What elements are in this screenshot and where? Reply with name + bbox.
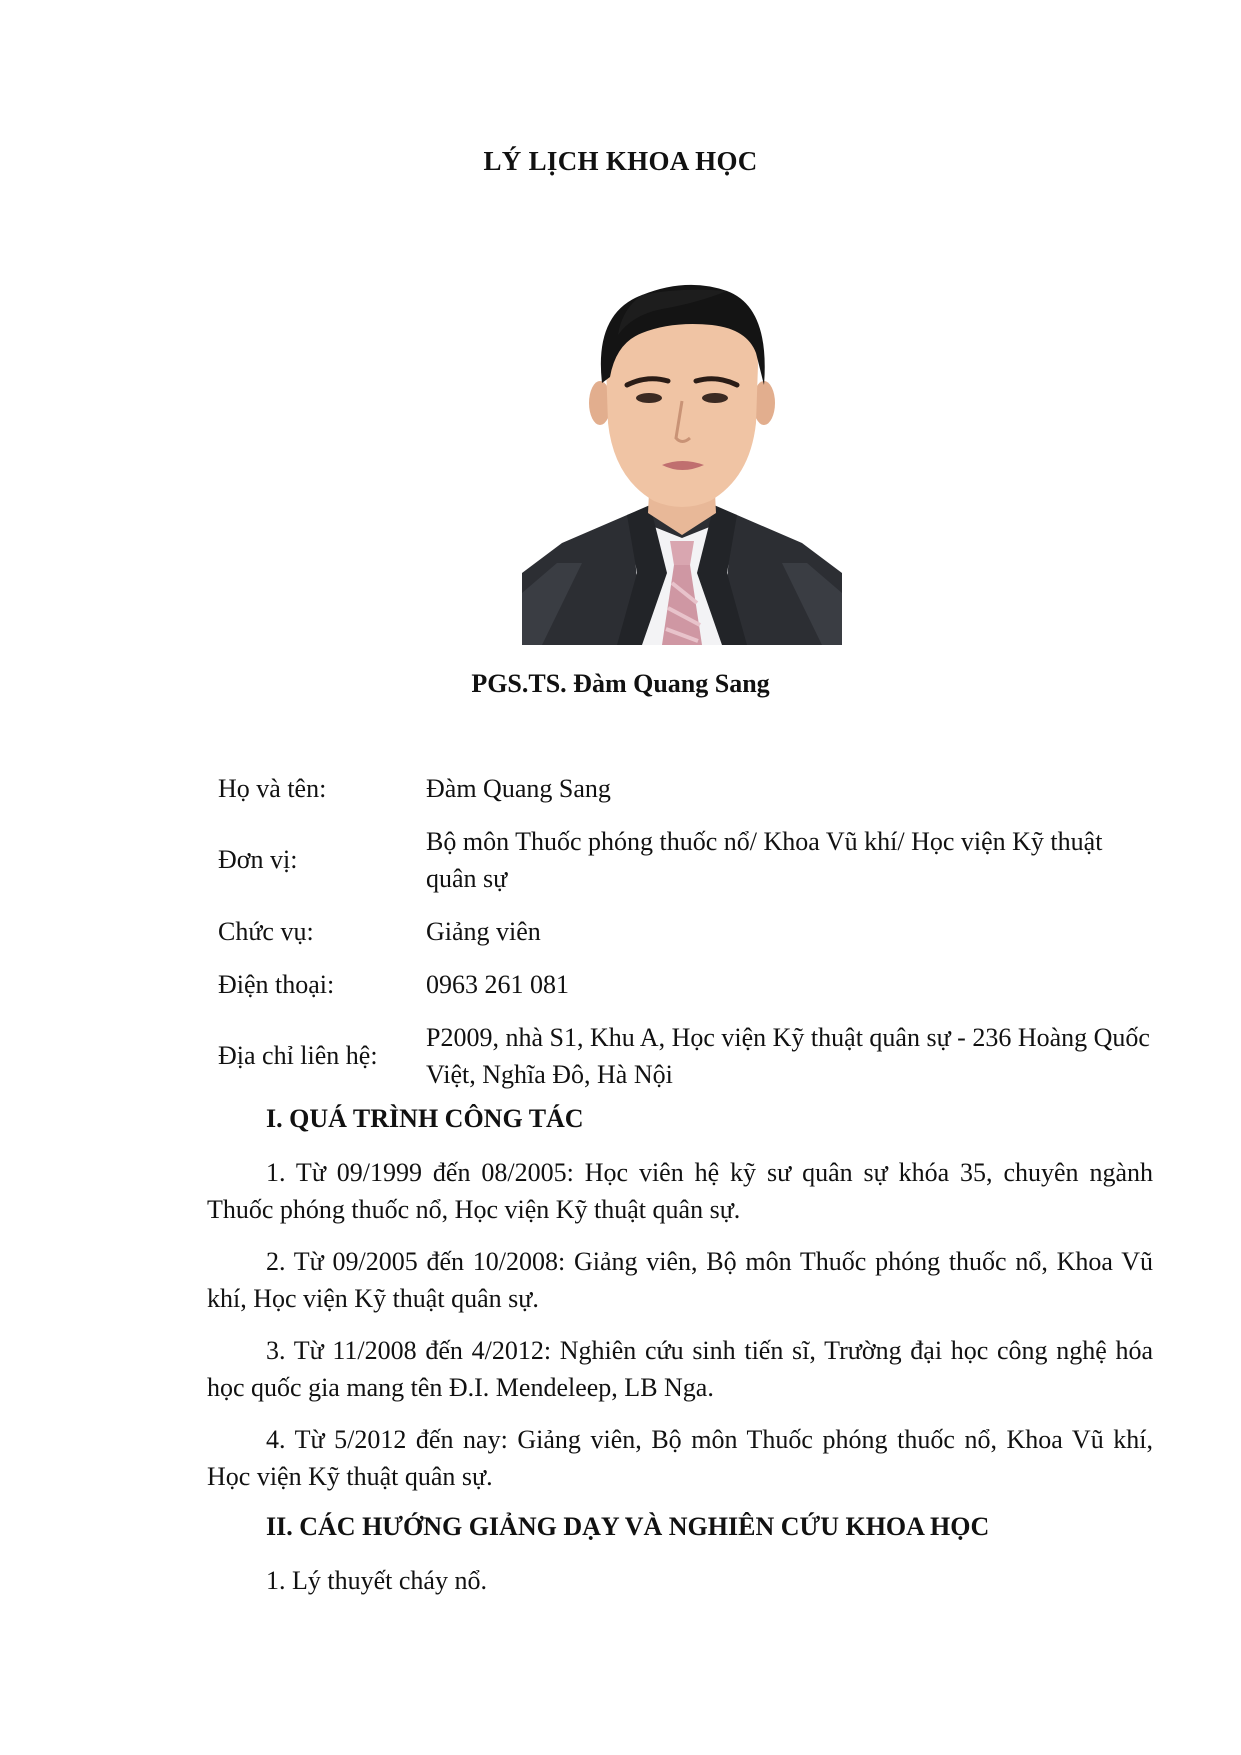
- research-item: 1. Lý thuyết cháy nổ.: [266, 1566, 487, 1595]
- info-label: Chức vụ:: [218, 916, 314, 946]
- section-heading-research: II. CÁC HƯỚNG GIẢNG DẠY VÀ NGHIÊN CỨU KHOA HỌC: [266, 1512, 990, 1541]
- document-title: LÝ LỊCH KHOA HỌC: [483, 146, 758, 176]
- info-row-position: [218, 913, 1153, 950]
- info-value: Đàm Quang Sang: [426, 774, 611, 803]
- info-label: Đơn vị:: [218, 845, 298, 874]
- section-heading-work-history: I. QUÁ TRÌNH CÔNG TÁC: [266, 1104, 584, 1133]
- work-history-item: 3. Từ 11/2008 đến 4/2012: Nghiên cứu sinh tiến sĩ, Trường đại học công nghệ hóa học quốc gia mang tên Đ.I. Mendeleep, LB Nga.: [207, 1336, 1153, 1402]
- work-history-item: 1. Từ 09/1999 đến 08/2005: Học viên hệ kỹ sư quân sự khóa 35, chuyên ngành Thuốc phóng thuốc nổ, Học viện Kỹ thuật quân sự.: [207, 1158, 1153, 1224]
- work-history-item: 2. Từ 09/2005 đến 10/2008: Giảng viên, Bộ môn Thuốc phóng thuốc nổ, Khoa Vũ khí, Học viện Kỹ thuật quân sự.: [207, 1247, 1153, 1313]
- info-row-address: [218, 1019, 1153, 1093]
- info-row-name: [218, 770, 1153, 807]
- work-history-item: 4. Từ 5/2012 đến nay: Giảng viên, Bộ môn Thuốc phóng thuốc nổ, Khoa Vũ khí, Học viện Kỹ thuật quân sự.: [207, 1425, 1153, 1491]
- info-label: Địa chỉ liên hệ:: [218, 1041, 378, 1070]
- info-value: Giảng viên: [426, 917, 541, 946]
- personal-info-table: [218, 770, 1153, 1109]
- info-row-phone: [218, 966, 1153, 1003]
- person-name-caption: PGS.TS. Đàm Quang Sang: [471, 669, 770, 698]
- info-value: P2009, nhà S1, Khu A, Học viện Kỹ thuật quân sự - 236 Hoàng Quốc Việt, Nghĩa Đô, Hà Nội: [426, 1023, 1150, 1089]
- info-row-unit: [218, 823, 1153, 897]
- info-value: Bộ môn Thuốc phóng thuốc nổ/ Khoa Vũ khí/ Học viện Kỹ thuật quân sự: [426, 827, 1103, 893]
- portrait-photo: [522, 273, 842, 645]
- info-value: 0963 261 081: [426, 970, 569, 999]
- info-label: Họ và tên:: [218, 773, 327, 803]
- info-label: Điện thoại:: [218, 969, 335, 999]
